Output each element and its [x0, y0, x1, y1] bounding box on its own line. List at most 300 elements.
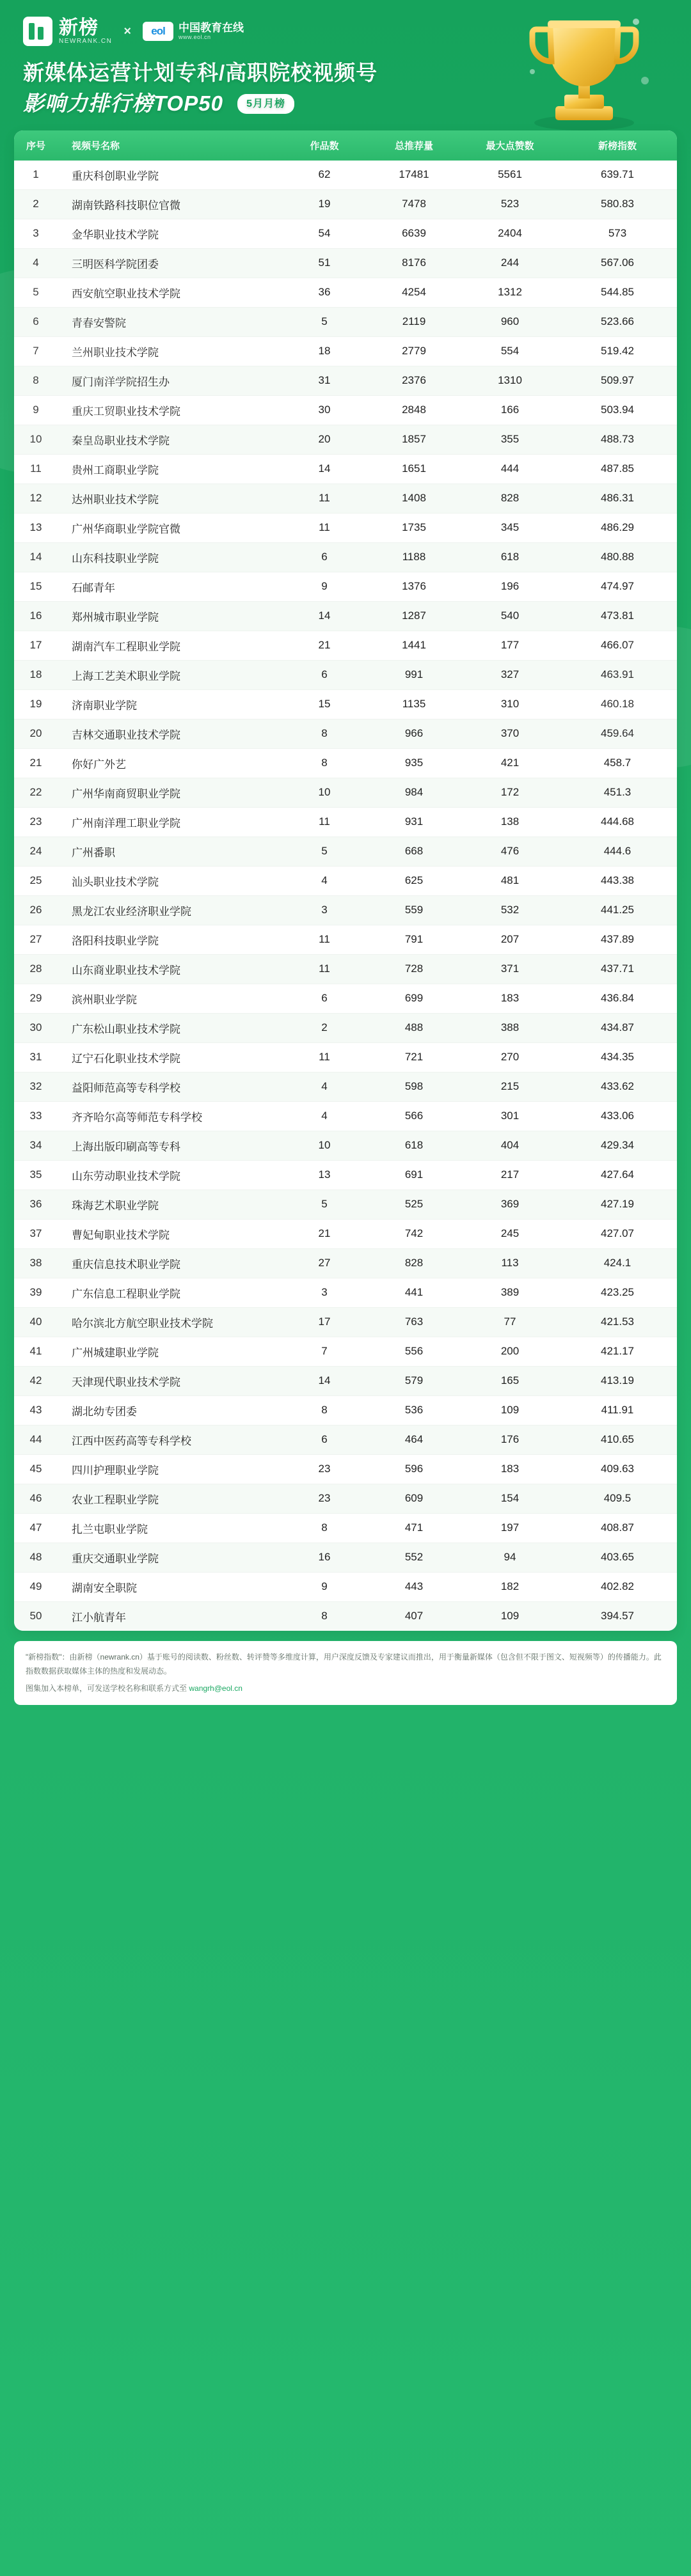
cell-rank: 9 — [14, 395, 58, 425]
newrank-logo-label: 新榜 — [59, 17, 99, 38]
cell-rank: 7 — [14, 336, 58, 366]
cell-newrank-index: 443.38 — [558, 866, 677, 895]
cell-recommendations: 991 — [366, 660, 462, 689]
cell-works: 9 — [283, 572, 366, 601]
cell-newrank-index: 503.94 — [558, 395, 677, 425]
cell-recommendations: 984 — [366, 778, 462, 807]
cell-works: 5 — [283, 836, 366, 866]
table-row — [14, 748, 677, 778]
cell-account-name: 江小航青年 — [58, 1601, 283, 1631]
cell-recommendations: 728 — [366, 954, 462, 984]
cell-account-name: 曹妃甸职业技术学院 — [58, 1219, 283, 1248]
cell-newrank-index: 463.91 — [558, 660, 677, 689]
table-row — [14, 1513, 677, 1543]
cell-account-name: 上海工艺美术职业学院 — [58, 660, 283, 689]
cell-account-name: 重庆工贸职业技术学院 — [58, 395, 283, 425]
cell-max-likes: 370 — [462, 719, 558, 748]
cell-rank: 17 — [14, 631, 58, 660]
cell-account-name: 三明医科学院团委 — [58, 248, 283, 278]
cell-rank: 18 — [14, 660, 58, 689]
cell-recommendations: 4254 — [366, 278, 462, 307]
cell-rank: 37 — [14, 1219, 58, 1248]
cell-newrank-index: 403.65 — [558, 1543, 677, 1572]
cell-max-likes: 94 — [462, 1543, 558, 1572]
cell-rank: 38 — [14, 1248, 58, 1278]
cell-max-likes: 217 — [462, 1160, 558, 1190]
cell-max-likes: 523 — [462, 189, 558, 219]
cell-account-name: 湖北幼专团委 — [58, 1395, 283, 1425]
cell-rank: 27 — [14, 925, 58, 954]
cell-max-likes: 154 — [462, 1484, 558, 1513]
eol-logo — [143, 22, 244, 41]
cell-works: 51 — [283, 248, 366, 278]
cell-max-likes: 177 — [462, 631, 558, 660]
table-row — [14, 925, 677, 954]
cell-newrank-index: 411.91 — [558, 1395, 677, 1425]
cell-rank: 49 — [14, 1572, 58, 1601]
cell-account-name: 广州番职 — [58, 836, 283, 866]
cell-rank: 41 — [14, 1337, 58, 1366]
cell-recommendations: 1857 — [366, 425, 462, 454]
cell-account-name: 兰州职业技术学院 — [58, 336, 283, 366]
column-header-newrank-index: 新榜指数 — [558, 130, 677, 161]
column-header-recommendations: 总推荐量 — [366, 130, 462, 161]
cell-recommendations: 7478 — [366, 189, 462, 219]
cell-rank: 25 — [14, 866, 58, 895]
cell-newrank-index: 523.66 — [558, 307, 677, 336]
cell-newrank-index: 487.85 — [558, 454, 677, 483]
cell-works: 8 — [283, 1601, 366, 1631]
cell-max-likes: 1312 — [462, 278, 558, 307]
table-row — [14, 1543, 677, 1572]
cell-recommendations: 471 — [366, 1513, 462, 1543]
cell-account-name: 湖南铁路科技职位官微 — [58, 189, 283, 219]
footer-note-line-1: "新榜指数"：由新榜（newrank.cn）基于账号的阅读数、粉丝数、转评赞等多维度计算，用户深度反馈及专家建议而推出，用于衡量新媒体（包含但不限于图文、短视频等）的传播能力。此指数数据获取媒体主体的热度和发展动态。 — [26, 1652, 662, 1676]
cell-recommendations: 1287 — [366, 601, 462, 631]
cell-rank: 30 — [14, 1013, 58, 1042]
cell-recommendations: 1376 — [366, 572, 462, 601]
cell-rank: 5 — [14, 278, 58, 307]
cell-max-likes: 166 — [462, 395, 558, 425]
cell-works: 4 — [283, 1072, 366, 1101]
cell-recommendations: 1441 — [366, 631, 462, 660]
cell-max-likes: 421 — [462, 748, 558, 778]
cell-max-likes: 2404 — [462, 219, 558, 248]
cell-works: 4 — [283, 1101, 366, 1131]
cell-works: 5 — [283, 1190, 366, 1219]
cell-recommendations: 441 — [366, 1278, 462, 1307]
cell-rank: 34 — [14, 1131, 58, 1160]
cell-rank: 15 — [14, 572, 58, 601]
cell-account-name: 秦皇岛职业技术学院 — [58, 425, 283, 454]
cell-newrank-index: 460.18 — [558, 689, 677, 719]
cell-max-likes: 270 — [462, 1042, 558, 1072]
cell-account-name: 厦门南洋学院招生办 — [58, 366, 283, 395]
cell-works: 11 — [283, 483, 366, 513]
cell-recommendations: 691 — [366, 1160, 462, 1190]
cell-account-name: 广东信息工程职业学院 — [58, 1278, 283, 1307]
cell-rank: 1 — [14, 161, 58, 190]
table-row — [14, 836, 677, 866]
cell-max-likes: 388 — [462, 1013, 558, 1042]
cell-works: 6 — [283, 542, 366, 572]
cell-newrank-index: 433.06 — [558, 1101, 677, 1131]
table-row — [14, 807, 677, 836]
table-row — [14, 895, 677, 925]
cell-recommendations: 1188 — [366, 542, 462, 572]
cell-account-name: 珠海艺术职业学院 — [58, 1190, 283, 1219]
cell-recommendations: 618 — [366, 1131, 462, 1160]
eol-logo-sublabel: www.eol.cn — [179, 34, 211, 41]
table-row — [14, 1307, 677, 1337]
cell-works: 9 — [283, 1572, 366, 1601]
cell-works: 8 — [283, 1513, 366, 1543]
eol-logo-label: 中国教育在线 — [179, 21, 244, 34]
cell-max-likes: 196 — [462, 572, 558, 601]
cell-works: 17 — [283, 1307, 366, 1337]
table-row — [14, 866, 677, 895]
cell-newrank-index: 488.73 — [558, 425, 677, 454]
cell-account-name: 哈尔滨北方航空职业技术学院 — [58, 1307, 283, 1337]
cell-account-name: 汕头职业技术学院 — [58, 866, 283, 895]
cell-works: 36 — [283, 278, 366, 307]
cell-rank: 48 — [14, 1543, 58, 1572]
cell-max-likes: 172 — [462, 778, 558, 807]
cell-max-likes: 183 — [462, 984, 558, 1013]
cell-rank: 33 — [14, 1101, 58, 1131]
table-row — [14, 1278, 677, 1307]
cell-max-likes: 183 — [462, 1454, 558, 1484]
table-row — [14, 542, 677, 572]
cell-newrank-index: 486.31 — [558, 483, 677, 513]
cell-recommendations: 579 — [366, 1366, 462, 1395]
cell-works: 5 — [283, 307, 366, 336]
table-row — [14, 278, 677, 307]
cell-account-name: 石邮青年 — [58, 572, 283, 601]
cell-recommendations: 668 — [366, 836, 462, 866]
cell-account-name: 广州城建职业学院 — [58, 1337, 283, 1366]
cell-max-likes: 540 — [462, 601, 558, 631]
cell-recommendations: 1135 — [366, 689, 462, 719]
cell-max-likes: 532 — [462, 895, 558, 925]
footer-contact-email[interactable]: wangrh@eol.cn — [189, 1684, 242, 1693]
table-row — [14, 1484, 677, 1513]
cell-works: 3 — [283, 1278, 366, 1307]
cell-account-name: 重庆科创职业学院 — [58, 161, 283, 190]
cell-newrank-index: 486.29 — [558, 513, 677, 542]
cell-max-likes: 369 — [462, 1190, 558, 1219]
cell-rank: 28 — [14, 954, 58, 984]
cell-recommendations: 559 — [366, 895, 462, 925]
cell-account-name: 重庆信息技术职业学院 — [58, 1248, 283, 1278]
cell-works: 6 — [283, 984, 366, 1013]
cell-account-name: 洛阳科技职业学院 — [58, 925, 283, 954]
cell-account-name: 湖南安全职院 — [58, 1572, 283, 1601]
cell-recommendations: 1651 — [366, 454, 462, 483]
cell-rank: 29 — [14, 984, 58, 1013]
collab-x-icon: × — [123, 24, 132, 38]
title-line-2: 影响力排行榜TOP50 — [23, 91, 223, 115]
cell-account-name: 青春安警院 — [58, 307, 283, 336]
cell-rank: 42 — [14, 1366, 58, 1395]
cell-newrank-index: 444.6 — [558, 836, 677, 866]
cell-rank: 22 — [14, 778, 58, 807]
table-row — [14, 219, 677, 248]
cell-rank: 2 — [14, 189, 58, 219]
table-row — [14, 1042, 677, 1072]
cell-recommendations: 742 — [366, 1219, 462, 1248]
cell-works: 16 — [283, 1543, 366, 1572]
cell-newrank-index: 459.64 — [558, 719, 677, 748]
cell-rank: 10 — [14, 425, 58, 454]
cell-newrank-index: 567.06 — [558, 248, 677, 278]
cell-recommendations: 556 — [366, 1337, 462, 1366]
cell-rank: 43 — [14, 1395, 58, 1425]
cell-recommendations: 966 — [366, 719, 462, 748]
cell-recommendations: 828 — [366, 1248, 462, 1278]
cell-rank: 50 — [14, 1601, 58, 1631]
table-row — [14, 1454, 677, 1484]
cell-recommendations: 791 — [366, 925, 462, 954]
cell-recommendations: 464 — [366, 1425, 462, 1454]
cell-rank: 21 — [14, 748, 58, 778]
cell-recommendations: 596 — [366, 1454, 462, 1484]
table-row — [14, 1160, 677, 1190]
cell-rank: 40 — [14, 1307, 58, 1337]
cell-newrank-index: 437.89 — [558, 925, 677, 954]
cell-newrank-index: 451.3 — [558, 778, 677, 807]
cell-rank: 45 — [14, 1454, 58, 1484]
cell-recommendations: 931 — [366, 807, 462, 836]
cell-max-likes: 618 — [462, 542, 558, 572]
cell-max-likes: 182 — [462, 1572, 558, 1601]
eol-logo-icon: eol — [143, 22, 173, 41]
cell-newrank-index: 402.82 — [558, 1572, 677, 1601]
cell-works: 11 — [283, 954, 366, 984]
cell-max-likes: 176 — [462, 1425, 558, 1454]
cell-recommendations: 536 — [366, 1395, 462, 1425]
cell-newrank-index: 427.07 — [558, 1219, 677, 1248]
cell-works: 8 — [283, 719, 366, 748]
cell-account-name: 你好广外艺 — [58, 748, 283, 778]
cell-works: 54 — [283, 219, 366, 248]
cell-works: 10 — [283, 778, 366, 807]
cell-rank: 8 — [14, 366, 58, 395]
cell-works: 23 — [283, 1484, 366, 1513]
table-row — [14, 719, 677, 748]
cell-rank: 6 — [14, 307, 58, 336]
cell-recommendations: 552 — [366, 1543, 462, 1572]
cell-max-likes: 244 — [462, 248, 558, 278]
cell-works: 21 — [283, 1219, 366, 1248]
footer-note-line-2 — [26, 1681, 665, 1696]
cell-account-name: 贵州工商职业学院 — [58, 454, 283, 483]
cell-account-name: 山东科技职业学院 — [58, 542, 283, 572]
cell-rank: 12 — [14, 483, 58, 513]
cell-newrank-index: 519.42 — [558, 336, 677, 366]
cell-works: 20 — [283, 425, 366, 454]
table-row — [14, 1190, 677, 1219]
cell-recommendations: 2779 — [366, 336, 462, 366]
cell-max-likes: 476 — [462, 836, 558, 866]
cell-recommendations: 721 — [366, 1042, 462, 1072]
cell-account-name: 广州华南商贸职业学院 — [58, 778, 283, 807]
cell-recommendations: 609 — [366, 1484, 462, 1513]
cell-newrank-index: 423.25 — [558, 1278, 677, 1307]
cell-account-name: 四川护理职业学院 — [58, 1454, 283, 1484]
cell-account-name: 广州南洋理工职业学院 — [58, 807, 283, 836]
table-row — [14, 1013, 677, 1042]
cell-account-name: 西安航空职业技术学院 — [58, 278, 283, 307]
table-row — [14, 778, 677, 807]
table-row — [14, 660, 677, 689]
cell-rank: 4 — [14, 248, 58, 278]
cell-max-likes: 1310 — [462, 366, 558, 395]
cell-recommendations: 566 — [366, 1101, 462, 1131]
cell-newrank-index: 473.81 — [558, 601, 677, 631]
cell-recommendations: 1408 — [366, 483, 462, 513]
cell-rank: 35 — [14, 1160, 58, 1190]
cell-newrank-index: 544.85 — [558, 278, 677, 307]
cell-works: 11 — [283, 1042, 366, 1072]
cell-account-name: 齐齐哈尔高等师范专科学校 — [58, 1101, 283, 1131]
cell-account-name: 天津现代职业技术学院 — [58, 1366, 283, 1395]
cell-max-likes: 109 — [462, 1601, 558, 1631]
newrank-logo — [23, 17, 112, 46]
cell-account-name: 重庆交通职业学院 — [58, 1543, 283, 1572]
table-row — [14, 1072, 677, 1101]
cell-works: 13 — [283, 1160, 366, 1190]
cell-newrank-index: 410.65 — [558, 1425, 677, 1454]
cell-recommendations: 625 — [366, 866, 462, 895]
cell-max-likes: 245 — [462, 1219, 558, 1248]
newrank-logo-icon — [23, 17, 52, 46]
cell-max-likes: 165 — [462, 1366, 558, 1395]
cell-works: 6 — [283, 660, 366, 689]
footer-note-line-2-text: 图集加入本榜单，可发送学校名称和联系方式至 — [26, 1684, 187, 1693]
page-title — [0, 52, 691, 119]
cell-account-name: 达州职业技术学院 — [58, 483, 283, 513]
cell-recommendations: 407 — [366, 1601, 462, 1631]
cell-account-name: 辽宁石化职业技术学院 — [58, 1042, 283, 1072]
cell-recommendations: 763 — [366, 1307, 462, 1337]
cell-recommendations: 488 — [366, 1013, 462, 1042]
cell-account-name: 吉林交通职业技术学院 — [58, 719, 283, 748]
cell-newrank-index: 421.53 — [558, 1307, 677, 1337]
column-header-account-name: 视频号名称 — [58, 130, 283, 161]
cell-rank: 32 — [14, 1072, 58, 1101]
table-row — [14, 1366, 677, 1395]
table-row — [14, 513, 677, 542]
cell-works: 8 — [283, 748, 366, 778]
cell-newrank-index: 580.83 — [558, 189, 677, 219]
cell-max-likes: 444 — [462, 454, 558, 483]
cell-account-name: 山东劳动职业技术学院 — [58, 1160, 283, 1190]
table-row — [14, 984, 677, 1013]
cell-recommendations: 598 — [366, 1072, 462, 1101]
cell-newrank-index: 434.35 — [558, 1042, 677, 1072]
cell-account-name: 农业工程职业学院 — [58, 1484, 283, 1513]
cell-recommendations: 8176 — [366, 248, 462, 278]
cell-rank: 24 — [14, 836, 58, 866]
cell-max-likes: 197 — [462, 1513, 558, 1543]
title-line-1: 新媒体运营计划专科/高职院校视频号 — [23, 61, 378, 84]
cell-max-likes: 371 — [462, 954, 558, 984]
cell-works: 27 — [283, 1248, 366, 1278]
cell-account-name: 江西中医药高等专科学校 — [58, 1425, 283, 1454]
cell-works: 14 — [283, 454, 366, 483]
table-row — [14, 1101, 677, 1131]
cell-max-likes: 404 — [462, 1131, 558, 1160]
cell-newrank-index: 408.87 — [558, 1513, 677, 1543]
cell-newrank-index: 441.25 — [558, 895, 677, 925]
cell-account-name: 济南职业学院 — [58, 689, 283, 719]
cell-newrank-index: 480.88 — [558, 542, 677, 572]
cell-rank: 11 — [14, 454, 58, 483]
cell-newrank-index: 429.34 — [558, 1131, 677, 1160]
cell-works: 15 — [283, 689, 366, 719]
table-row — [14, 1131, 677, 1160]
table-row — [14, 189, 677, 219]
cell-newrank-index: 444.68 — [558, 807, 677, 836]
cell-rank: 26 — [14, 895, 58, 925]
footer-note — [14, 1641, 677, 1705]
column-header-max-likes: 最大点赞数 — [462, 130, 558, 161]
cell-rank: 31 — [14, 1042, 58, 1072]
cell-recommendations: 2376 — [366, 366, 462, 395]
cell-newrank-index: 433.62 — [558, 1072, 677, 1101]
cell-recommendations: 2119 — [366, 307, 462, 336]
table-row — [14, 483, 677, 513]
cell-max-likes: 828 — [462, 483, 558, 513]
cell-max-likes: 327 — [462, 660, 558, 689]
cell-max-likes: 138 — [462, 807, 558, 836]
cell-max-likes: 389 — [462, 1278, 558, 1307]
cell-newrank-index: 413.19 — [558, 1366, 677, 1395]
cell-recommendations: 443 — [366, 1572, 462, 1601]
cell-works: 31 — [283, 366, 366, 395]
table-row — [14, 689, 677, 719]
cell-rank: 47 — [14, 1513, 58, 1543]
cell-rank: 44 — [14, 1425, 58, 1454]
cell-newrank-index: 573 — [558, 219, 677, 248]
cell-works: 18 — [283, 336, 366, 366]
cell-rank: 23 — [14, 807, 58, 836]
cell-newrank-index: 466.07 — [558, 631, 677, 660]
cell-rank: 20 — [14, 719, 58, 748]
cell-account-name: 广东松山职业技术学院 — [58, 1013, 283, 1042]
cell-newrank-index: 421.17 — [558, 1337, 677, 1366]
cell-works: 2 — [283, 1013, 366, 1042]
cell-works: 62 — [283, 161, 366, 190]
cell-rank: 36 — [14, 1190, 58, 1219]
cell-newrank-index: 424.1 — [558, 1248, 677, 1278]
cell-works: 19 — [283, 189, 366, 219]
cell-max-likes: 554 — [462, 336, 558, 366]
cell-works: 7 — [283, 1337, 366, 1366]
cell-recommendations: 935 — [366, 748, 462, 778]
cell-rank: 16 — [14, 601, 58, 631]
cell-account-name: 滨州职业学院 — [58, 984, 283, 1013]
cell-max-likes: 77 — [462, 1307, 558, 1337]
cell-max-likes: 355 — [462, 425, 558, 454]
cell-account-name: 金华职业技术学院 — [58, 219, 283, 248]
cell-works: 11 — [283, 925, 366, 954]
cell-max-likes: 200 — [462, 1337, 558, 1366]
cell-account-name: 益阳师范高等专科学校 — [58, 1072, 283, 1101]
newrank-logo-sublabel: NEWRANK.CN — [59, 38, 113, 45]
cell-max-likes: 345 — [462, 513, 558, 542]
